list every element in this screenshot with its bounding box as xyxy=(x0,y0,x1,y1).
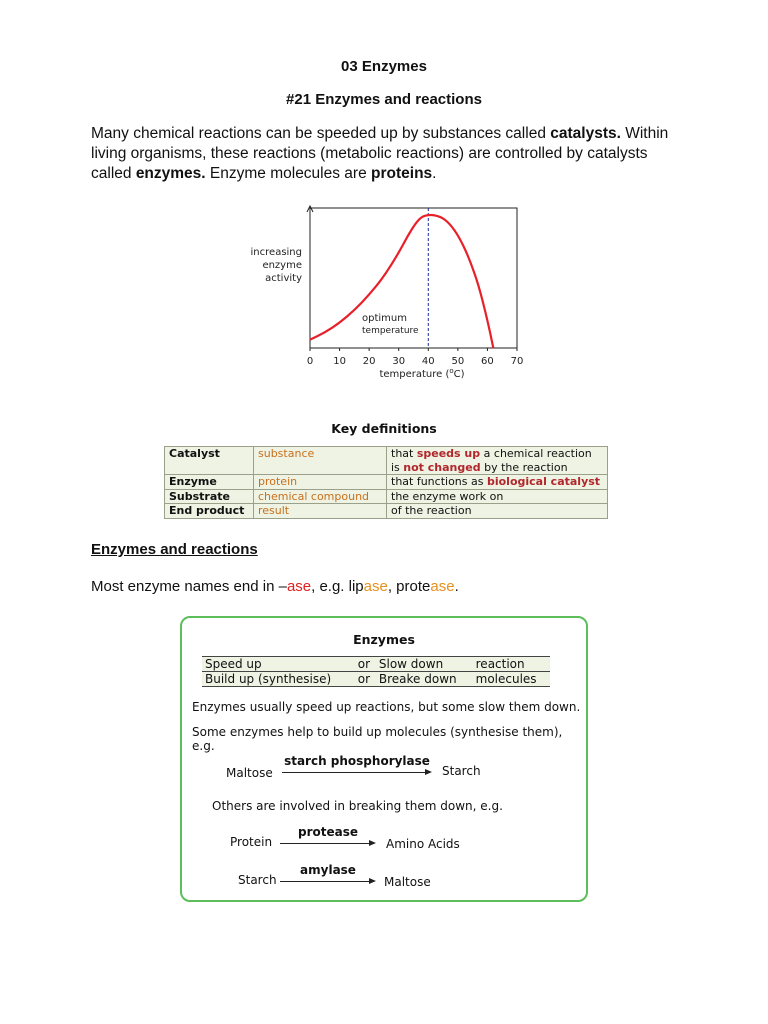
reaction-arrow-icon xyxy=(282,772,430,773)
term-cell: Catalyst xyxy=(165,447,254,475)
def-highlight: not changed xyxy=(403,460,481,474)
term-cell: End product xyxy=(165,504,254,519)
table-cell: Breake down xyxy=(376,672,473,687)
temperature-activity-chart xyxy=(240,198,540,384)
ase-text: . xyxy=(454,578,459,595)
y-axis-label: activity xyxy=(265,273,302,284)
term-cell: Substrate xyxy=(165,489,254,504)
x-tick-label: 10 xyxy=(333,356,346,367)
box-line-3: Others are involved in breaking them down, e.g. xyxy=(212,799,503,813)
x-tick-label: 20 xyxy=(362,356,376,367)
table-row xyxy=(165,504,608,519)
table-cell: or xyxy=(355,672,376,687)
unit-title: 03 Enzymes xyxy=(341,58,427,75)
ase-sentence xyxy=(91,578,459,595)
ase-text: , e.g. lip xyxy=(311,578,364,595)
table-cell: or xyxy=(355,657,376,672)
ase-suffix: ase xyxy=(363,578,388,595)
def-text: is xyxy=(391,460,404,474)
table-cell: molecules xyxy=(473,672,550,687)
definition-cell: of the reaction xyxy=(387,504,608,519)
def-highlight: speeds up xyxy=(416,447,481,460)
enzyme-effects-table xyxy=(202,656,550,687)
optimum-annotation: optimum xyxy=(362,313,407,324)
term-cell: Enzyme xyxy=(165,475,254,490)
intro-enzymes: enzymes. xyxy=(135,165,206,182)
reaction-substrate: Maltose xyxy=(226,766,273,780)
y-axis-label: enzyme xyxy=(262,260,302,271)
section-heading: Enzymes and reactions xyxy=(91,541,258,558)
intro-paragraph xyxy=(91,124,691,184)
table-cell: Slow down xyxy=(376,657,473,672)
reaction-arrow-icon xyxy=(280,843,374,844)
reaction-product: Amino Acids xyxy=(386,837,460,851)
intro-proteins: proteins xyxy=(371,165,433,182)
reaction-arrow-icon xyxy=(280,881,374,882)
table-row xyxy=(165,489,608,504)
table-row xyxy=(165,447,608,475)
definitions-title: Key definitions xyxy=(331,421,437,436)
y-axis-label: increasing xyxy=(250,247,302,258)
table-cell: Speed up xyxy=(202,657,355,672)
ase-text: , prote xyxy=(387,578,431,595)
box-line-2: Some enzymes help to build up molecules (synthesise them), e.g. xyxy=(192,725,563,753)
reaction-enzyme: starch phosphorylase xyxy=(284,754,430,768)
reaction-enzyme: amylase xyxy=(300,863,356,877)
x-tick-label: 40 xyxy=(421,356,435,367)
reaction-substrate: Starch xyxy=(238,873,277,887)
ase-text: Most enzyme names end in – xyxy=(91,578,287,595)
enzymes-summary-box xyxy=(180,616,588,902)
table-row xyxy=(202,672,550,687)
x-tick-label: 60 xyxy=(481,356,494,367)
table-row xyxy=(202,657,550,672)
def-text: that functions as xyxy=(391,475,487,488)
x-axis-label: temperature ($^o$C) xyxy=(379,367,465,380)
definitions-table xyxy=(164,446,608,519)
reaction-substrate: Protein xyxy=(230,835,273,849)
reaction-enzyme: protease xyxy=(297,825,358,839)
x-tick-label: 30 xyxy=(392,356,406,367)
table-cell: reaction xyxy=(473,657,550,672)
def-text: a chemical reaction xyxy=(480,447,592,460)
definition-cell xyxy=(387,475,608,490)
word-cell: protein xyxy=(254,475,387,490)
lesson-title: #21 Enzymes and reactions xyxy=(286,91,482,108)
def-text: that xyxy=(391,447,417,460)
definition-cell xyxy=(387,447,608,475)
intro-catalysts: catalysts. xyxy=(550,125,621,142)
optimum-annotation: temperature xyxy=(362,326,419,336)
intro-text-3: Enzyme molecules are xyxy=(205,165,372,182)
def-text: by the reaction xyxy=(480,460,568,474)
x-tick-label: 0 xyxy=(306,356,314,367)
def-highlight: biological catalyst xyxy=(486,475,601,488)
table-cell: Build up (synthesise) xyxy=(202,672,355,687)
x-tick-label: 50 xyxy=(451,356,465,367)
word-cell: chemical compound xyxy=(254,489,387,504)
ase-suffix: ase xyxy=(286,578,312,595)
table-row xyxy=(165,475,608,490)
reaction-product: Maltose xyxy=(384,875,431,889)
word-cell: substance xyxy=(254,447,387,475)
intro-text-4: . xyxy=(432,165,437,182)
reaction-product: Starch xyxy=(442,764,481,778)
box-line-1: Enzymes usually speed up reactions, but some slow them down. xyxy=(192,700,581,714)
box-title: Enzymes xyxy=(353,632,415,647)
word-cell: result xyxy=(254,504,387,519)
intro-text-2: Within living organisms, these reactions (metabolic reactions) are controlled by catalysts called xyxy=(91,125,669,182)
ase-suffix: ase xyxy=(430,578,455,595)
x-tick-label: 70 xyxy=(510,356,524,367)
intro-text-1: Many chemical reactions can be speeded up by substances called xyxy=(91,125,551,142)
definition-cell: the enzyme work on xyxy=(387,489,608,504)
